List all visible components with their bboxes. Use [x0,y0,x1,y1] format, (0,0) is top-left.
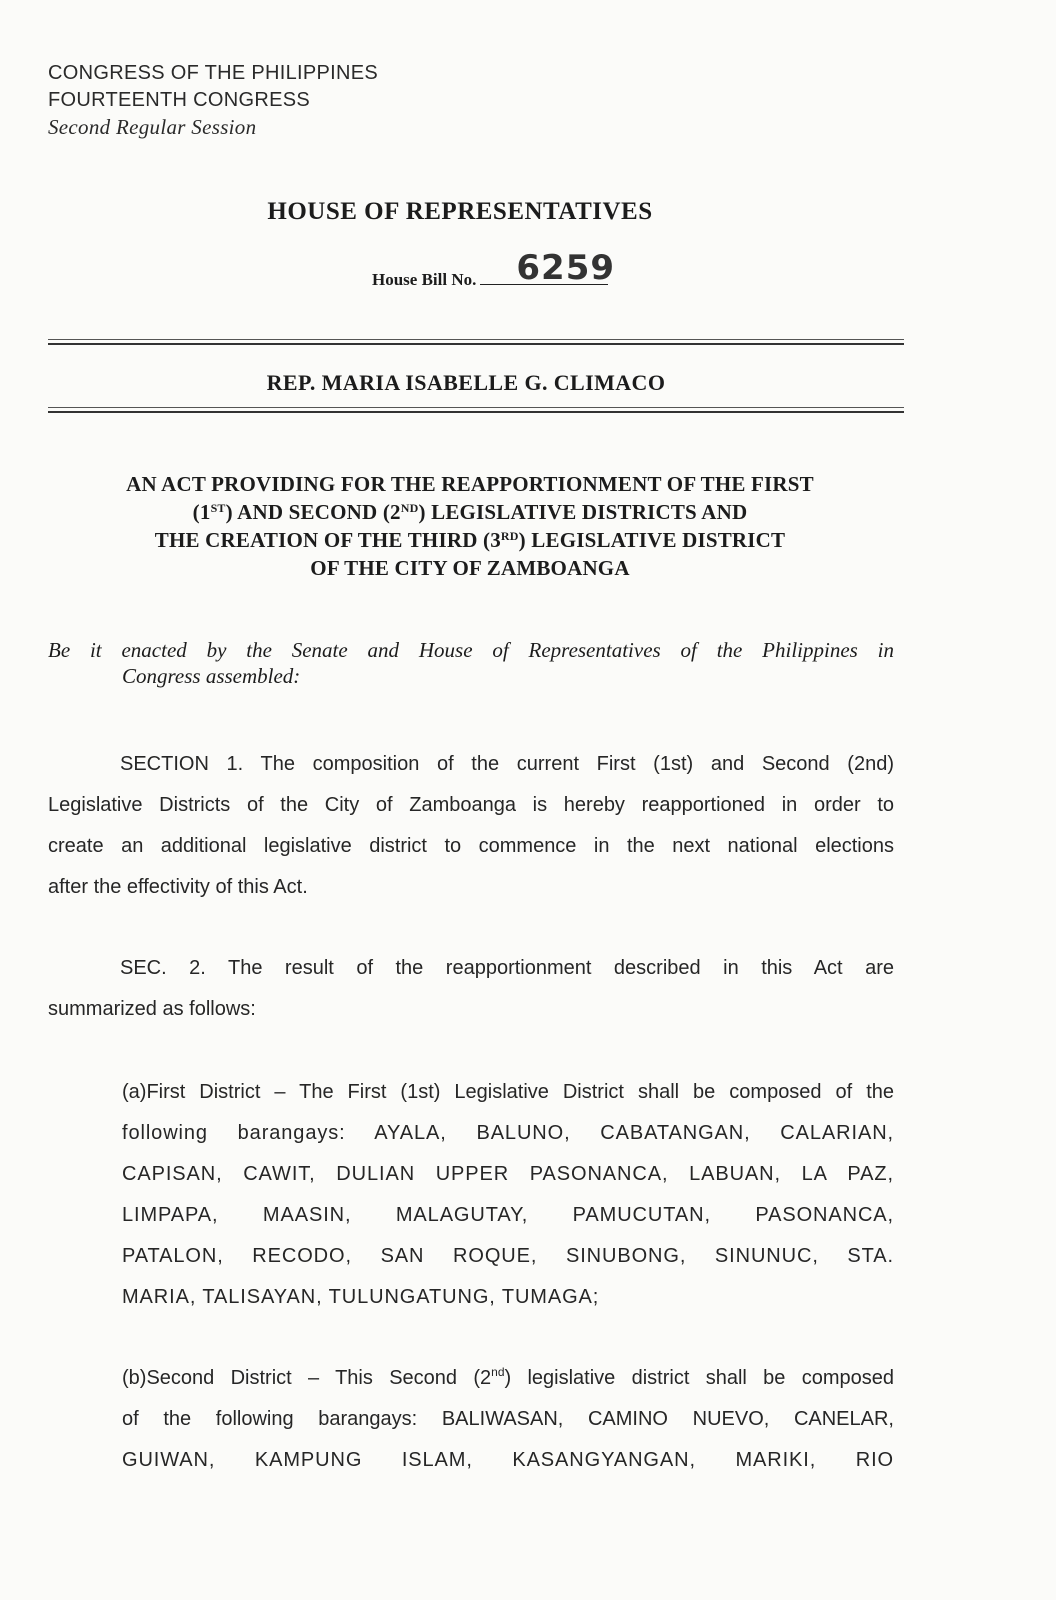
congress-header [48,60,378,141]
bill-number-blank [480,248,616,288]
act-title [60,470,880,582]
enacting-clause-line-1: Be it enacted by the Senate and House of Representatives of the Philippines in [48,638,894,662]
congress-number: FOURTEENTH CONGRESS [48,89,311,111]
bill-number: 6259 [516,248,616,288]
house-title: HOUSE OF REPRESENTATIVES [267,198,653,225]
section-2: SEC. 2. The result of the reapportionment described in this Act are summarized as follows: [48,957,894,1020]
congress-name: CONGRESS OF THE PHILIPPINES [48,62,379,84]
enacting-clause-line-2: Congress assembled: [122,664,301,688]
bill-number-line [372,248,616,290]
session-name: Second Regular Session [48,115,257,139]
first-district-paragraph: (a)First District – The First (1st) Legislative District shall be composed of the following barangays: AYALA, BALUNO, CABATANGAN, CALARIAN, CAPISAN, CAWIT, DULIAN UPPER PASONANCA, LABUAN, LA PAZ, LIMPAPA, MAASIN, MALAGUTAY, PAMUCUTAN, PASONANCA, PATALON, RECODO, SAN ROQUE, SINUBONG, SINUNUC, STA. MARIA, TALISAYAN, TULUNGATUNG, TUMAGA; [122,1081,894,1308]
second-district-paragraph: (b)Second District – This Second (2nd) legislative district shall be composed of the following barangays: BALIWASAN, CAMINO NUEVO, CANELAR, GUIWAN, KAMPUNG ISLAM, KASANGYANGAN, MARIKI, RIO [122,1365,895,1471]
bottom-rule [48,407,904,413]
act-title-line-1: AN ACT PROVIDING FOR THE REAPPORTIONMENT OF THE FIRST [126,472,814,496]
act-title-line-3: THE CREATION OF THE THIRD (3RD) LEGISLATIVE DISTRICT [154,528,786,552]
act-title-line-4: OF THE CITY OF ZAMBOANGA [310,556,630,580]
top-rule [48,339,904,345]
bill-label: House Bill No. [372,270,477,289]
act-title-line-2: (1ST) AND SECOND (2ND) LEGISLATIVE DISTRICTS AND [192,500,748,524]
author-name: REP. MARIA ISABELLE G. CLIMACO [266,370,666,395]
section-1: SECTION 1. The composition of the current First (1st) and Second (2nd) Legislative Districts of the City of Zamboanga is hereby reapportioned in order to create an additional legislative district to commence in the next national elections after the effectivity of this Act. [48,753,894,898]
